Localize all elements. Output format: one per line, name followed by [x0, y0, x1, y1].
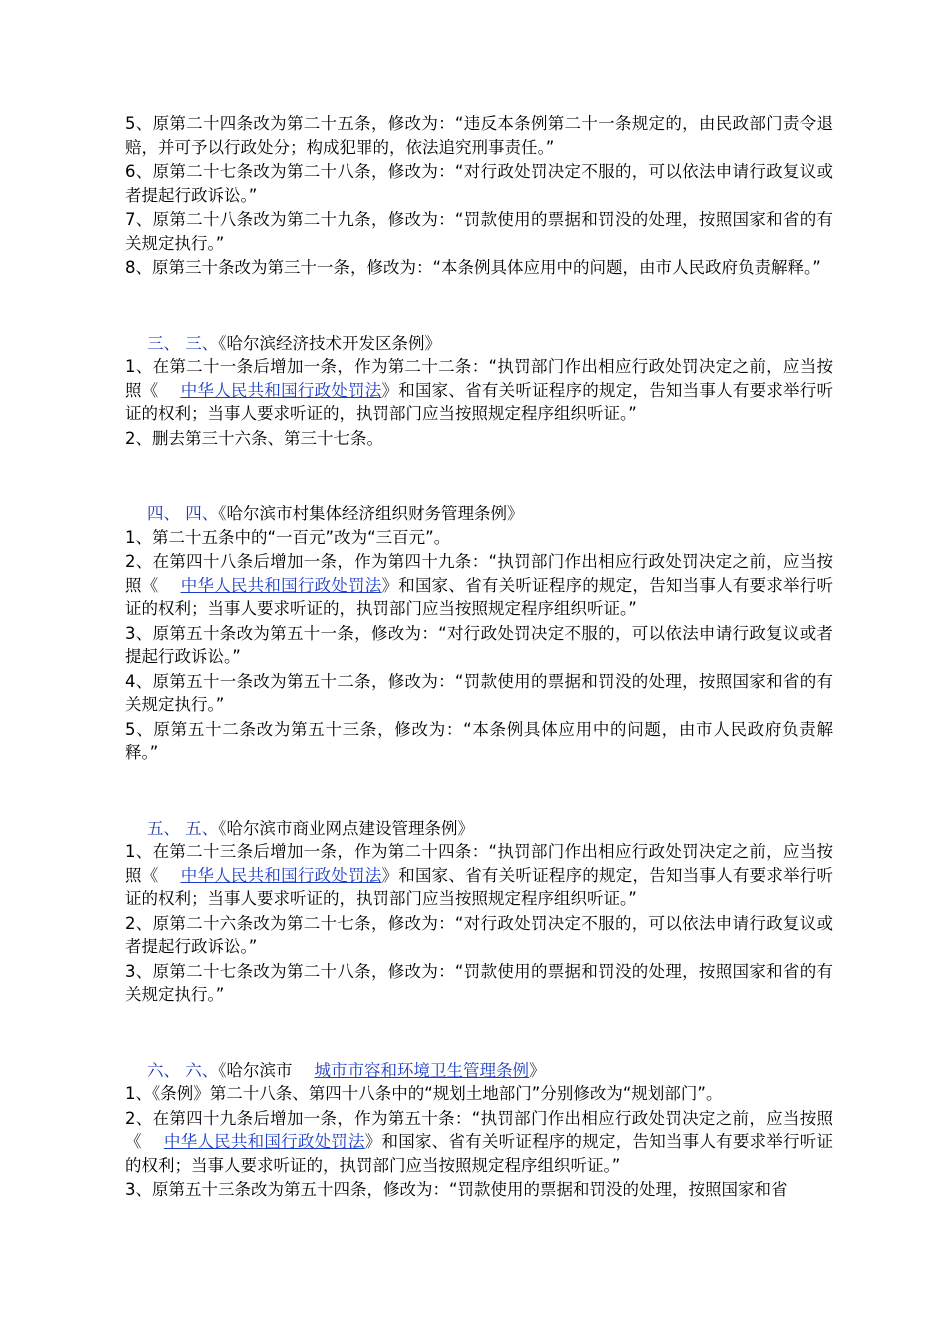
section6-item2 — [125, 1107, 833, 1178]
section5-item3: 3、原第二十七条改为第二十八条，修改为：“罚款使用的票据和罚没的处理，按照国家和省的有关规定执行。” — [125, 961, 833, 1004]
document-page — [125, 112, 833, 1203]
section4-item2-text: 2、在第四十八条后增加一条，作为第四十九条：“执罚部门作出相应行政处罚决定之前，应当按照《 — [125, 552, 833, 595]
section4-item5: 5、原第五十二条改为第五十三条，修改为：“本条例具体应用中的问题，由市人民政府负责解释。” — [125, 719, 833, 762]
section4-item3: 3、原第五十条改为第五十一条，修改为：“对行政处罚决定不服的，可以依法申请行政复议或者提起行政诉讼。” — [125, 623, 833, 666]
law-link[interactable]: 中华人民共和国行政处罚法 — [180, 380, 382, 400]
section2-item8: 8、原第三十条改为第三十一条，修改为：“本条例具体应用中的问题，由市人民政府负责解释。” — [125, 258, 821, 277]
section6-heading — [125, 1059, 833, 1083]
section4-item4: 4、原第五十一条改为第五十二条，修改为：“罚款使用的票据和罚没的处理，按照国家和省的有关规定执行。” — [125, 671, 833, 714]
section4-heading — [125, 502, 833, 526]
section6-item2-text-rest: 》和国家、省有关听证程序的规定，告知当事人有要求举行听证的权利；当事人要求听证的，执罚部门应当按照规定程序组织听证。” — [125, 1132, 834, 1175]
section6-item2-text: 2、在第四十九条后增加一条，作为第五十条：“执罚部门作出相应行政处罚决定之前，应当按照《 — [125, 1108, 833, 1151]
regulation-link[interactable]: 城市市容和环境卫生管理条例 — [314, 1060, 529, 1080]
section3-item1-text-rest: 》和国家、省有关听证程序的规定，告知当事人有要求举行听证的权利；当事人要求听证的，执罚部门应当按照规定程序组织听证。” — [125, 380, 834, 423]
section5-item1-text: 1、在第二十三条后增加一条，作为第二十四条：“执罚部门作出相应行政处罚决定之前，应当按照《 — [125, 842, 833, 885]
law-link[interactable]: 中华人民共和国行政处罚法 — [163, 1132, 365, 1151]
section2-item6: 6、原第二十七条改为第二十八条，修改为：“对行政处罚决定不服的，可以依法申请行政复议或者提起行政诉讼。” — [125, 162, 833, 205]
section5-title: 《哈尔滨市商业网点建设管理条例》 — [218, 818, 474, 838]
section4-title: 《哈尔滨市村集体经济组织财务管理条例》 — [218, 504, 524, 523]
section3-heading — [125, 332, 833, 356]
law-link[interactable]: 中华人民共和国行政处罚法 — [180, 575, 382, 595]
section5-heading — [125, 817, 833, 841]
section5-item1-text-rest: 》和国家、省有关听证程序的规定，告知当事人有要求举行听证的权利；当事人要求听证的，执罚部门应当按照规定程序组织听证。” — [125, 865, 834, 908]
section6-title: 《哈尔滨市 — [218, 1060, 293, 1080]
section6-item1: 1、《条例》第二十八条、第四十八条中的“规划土地部门”分别修改为“规划部门”。 — [125, 1084, 723, 1103]
section3-item2: 2、删去第三十六条、第三十七条。 — [125, 428, 383, 448]
section3-item1 — [125, 355, 833, 426]
section6-title-end: 》 — [529, 1060, 546, 1080]
section5-item1 — [125, 840, 833, 911]
section3-title: 《哈尔滨经济技术开发区条例》 — [218, 333, 441, 353]
section4-number: 四、 四、 — [147, 504, 219, 523]
section2-item7: 7、原第二十八条改为第二十九条，修改为：“罚款使用的票据和罚没的处理，按照国家和省的有关规定执行。” — [125, 210, 833, 253]
section3-number: 三、 三、 — [147, 333, 219, 353]
section6-item3: 3、原第五十三条改为第五十四条，修改为：“罚款使用的票据和罚没的处理，按照国家和省 — [125, 1180, 788, 1199]
section5-item2: 2、原第二十六条改为第二十七条，修改为：“对行政处罚决定不服的，可以依法申请行政复议或者提起行政诉讼。” — [125, 913, 833, 956]
section2-item5: 5、原第二十四条改为第二十五条，修改为：“违反本条例第二十一条规定的，由民政部门责令退赔，并可予以行政处分；构成犯罪的，依法追究刑事责任。” — [125, 114, 833, 157]
section4-item2 — [125, 550, 833, 621]
law-link[interactable]: 中华人民共和国行政处罚法 — [180, 865, 382, 885]
section6-number: 六、 六、 — [147, 1060, 219, 1080]
section5-number: 五、 五、 — [147, 818, 219, 838]
section3-item1-text: 1、在第二十一条后增加一条，作为第二十二条：“执罚部门作出相应行政处罚决定之前，应当按照《 — [125, 357, 833, 400]
section4-item1: 1、第二十五条中的“一百元”改为“三百元”。 — [125, 527, 451, 547]
section4-item2-text-rest: 》和国家、省有关听证程序的规定，告知当事人有要求举行听证的权利；当事人要求听证的，执罚部门应当按照规定程序组织听证。” — [125, 575, 834, 618]
